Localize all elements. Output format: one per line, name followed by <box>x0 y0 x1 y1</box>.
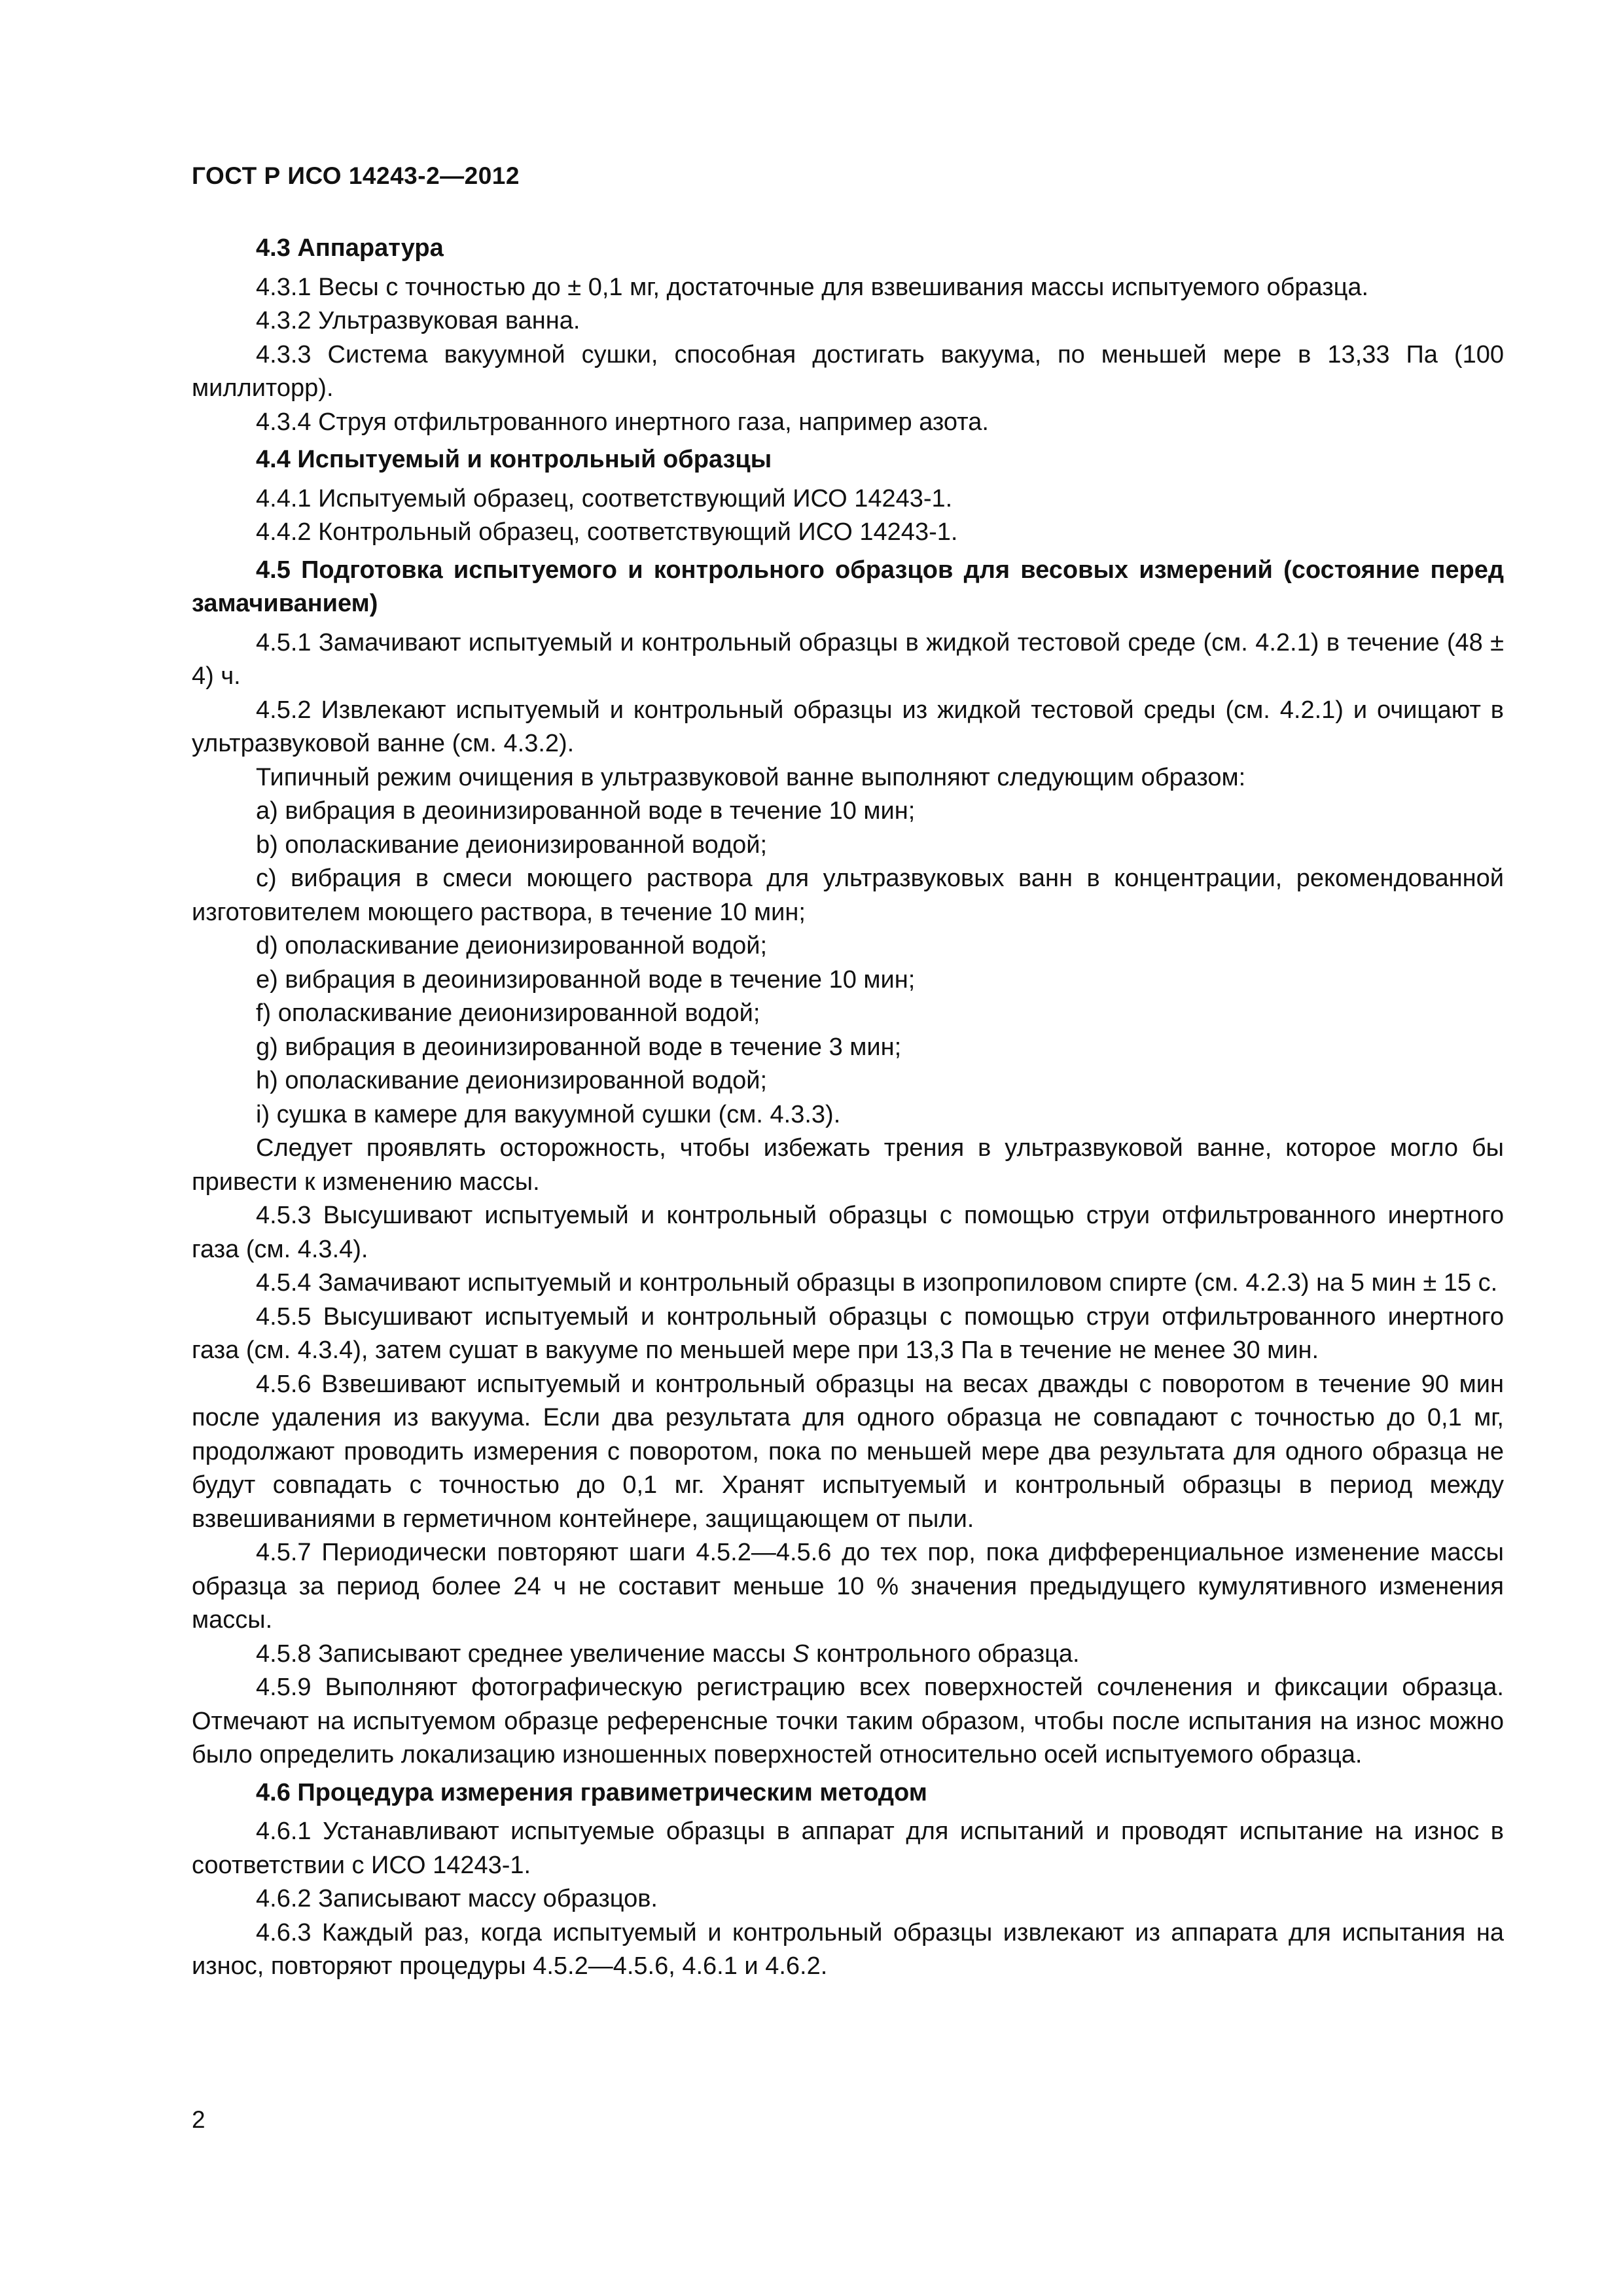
paragraph: 4.5.1 Замачивают испытуемый и контрольный образцы в жидкой тестовой среде (см. 4.2.1) в течение (48 ± 4) ч. <box>192 628 1504 690</box>
section-heading-4-4: 4.4 Испытуемый и контрольный образцы <box>256 446 772 473</box>
page-body <box>192 228 1504 1984</box>
paragraph: 4.3.2 Ультразвуковая ванна. <box>256 307 580 334</box>
paragraph: 4.5.7 Периодически повторяют шаги 4.5.2—4.5.6 до тех пор, пока дифференциальное изменение массы образца за период более 24 ч не составит меньше 10 % значения предыдущего кумулятивного изменения массы. <box>192 1539 1504 1634</box>
paragraph: 4.5.5 Высушивают испытуемый и контрольный образцы с помощью струи отфильтрованного инертного газа (см. 4.3.4), затем сушат в вакууме по меньшей мере при 13,3 Па в течение не менее 30 мин. <box>192 1302 1504 1364</box>
document-code-header: ГОСТ Р ИСО 14243-2—2012 <box>192 162 520 189</box>
paragraph: 4.4.1 Испытуемый образец, соответствующий ИСО 14243-1. <box>256 484 953 512</box>
paragraph: 4.6.3 Каждый раз, когда испытуемый и контрольный образцы извлекают из аппарата для испытания на износ, повторяют процедуры 4.5.2—4.5.6, 4.6.1 и 4.6.2. <box>192 1918 1504 1980</box>
section-heading-4-5: 4.5 Подготовка испытуемого и контрольного образцов для весовых измерений (состояние перед замачиванием) <box>192 556 1504 617</box>
paragraph: 4.3.3 Система вакуумной сушки, способная достигать вакуума, по меньшей мере в 13,33 Па (100 миллиторр). <box>192 340 1504 402</box>
paragraph-text: контрольного образца. <box>809 1640 1080 1668</box>
paragraph: 4.5.4 Замачивают испытуемый и контрольный образцы в изопропиловом спирте (см. 4.2.3) на 5 мин ± 15 с. <box>256 1269 1498 1297</box>
list-item: d) ополаскивание деионизированной водой; <box>256 932 768 960</box>
paragraph: 4.5.2 Извлекают испытуемый и контрольный образцы из жидкой тестовой среды (см. 4.2.1) и очищают в ультразвуковой ванне (см. 4.3.2). <box>192 696 1504 757</box>
list-item: c) вибрация в смеси моющего раствора для ультразвуковых ванн в концентрации, рекомендованной изготовителем моющего раствора, в течение 10 мин; <box>192 865 1504 926</box>
paragraph: 4.6.1 Устанавливают испытуемые образцы в аппарат для испытаний и проводят испытание на износ в соответствии с ИСО 14243-1. <box>192 1818 1504 1879</box>
paragraph: Типичный режим очищения в ультразвуковой ванне выполняют следующим образом: <box>256 763 1246 791</box>
paragraph: 4.5.9 Выполняют фотографическую регистрацию всех поверхностей сочленения и фиксации образца. Отмечают на испытуемом образце референсные точки таким образом, чтобы после испытания на износ можно было определить локализацию изношенных поверхностей относительно осей испытуемого образца. <box>192 1674 1504 1768</box>
list-item: i) сушка в камере для вакуумной сушки (см. 4.3.3). <box>256 1100 841 1128</box>
list-item: h) ополаскивание деионизированной водой; <box>256 1067 768 1094</box>
paragraph: 4.4.2 Контрольный образец, соответствующий ИСО 14243-1. <box>256 518 958 546</box>
paragraph: 4.5.6 Взвешивают испытуемый и контрольный образцы на весах дважды с поворотом в течение 90 мин после удаления из вакуума. Если два результата для одного образца не совпадают с точностью до 0,1 мг, продолжают проводить измерения с поворотом, пока по меньшей мере два результата для одного образца не будут совпадать с точностью до 0,1 мг. Хранят испытуемый и контрольный образцы в период между взвешиваниями в герметичном контейнере, защищающем от пыли. <box>192 1370 1504 1533</box>
section-heading-4-3: 4.3 Аппаратура <box>256 234 444 262</box>
page-number: 2 <box>192 2106 205 2133</box>
list-item: e) вибрация в деоинизированной воде в течение 10 мин; <box>256 965 916 994</box>
section-heading-4-6: 4.6 Процедура измерения гравиметрическим методом <box>256 1778 927 1806</box>
paragraph: 4.3.4 Струя отфильтрованного инертного газа, например азота. <box>256 408 989 436</box>
paragraph: 4.6.2 Записывают массу образцов. <box>256 1885 658 1912</box>
list-item: b) ополаскивание деионизированной водой; <box>256 831 768 859</box>
paragraph: 4.3.1 Весы с точностью до ± 0,1 мг, достаточные для взвешивания массы испытуемого образца. <box>256 273 1369 301</box>
list-item: f) ополаскивание деионизированной водой; <box>256 999 760 1027</box>
paragraph-text: 4.5.8 Записывают среднее увеличение массы <box>256 1640 793 1668</box>
paragraph <box>192 1638 1504 1672</box>
paragraph: Следует проявлять осторожность, чтобы избежать трения в ультразвуковой ванне, которое могло бы привести к изменению массы. <box>192 1134 1504 1196</box>
paragraph: 4.5.3 Высушивают испытуемый и контрольный образцы с помощью струи отфильтрованного инертного газа (см. 4.3.4). <box>192 1202 1504 1263</box>
list-item: a) вибрация в деоинизированной воде в течение 10 мин; <box>256 797 916 825</box>
variable-symbol: S <box>793 1640 810 1668</box>
list-item: g) вибрация в деоинизированной воде в течение 3 мин; <box>256 1033 902 1061</box>
